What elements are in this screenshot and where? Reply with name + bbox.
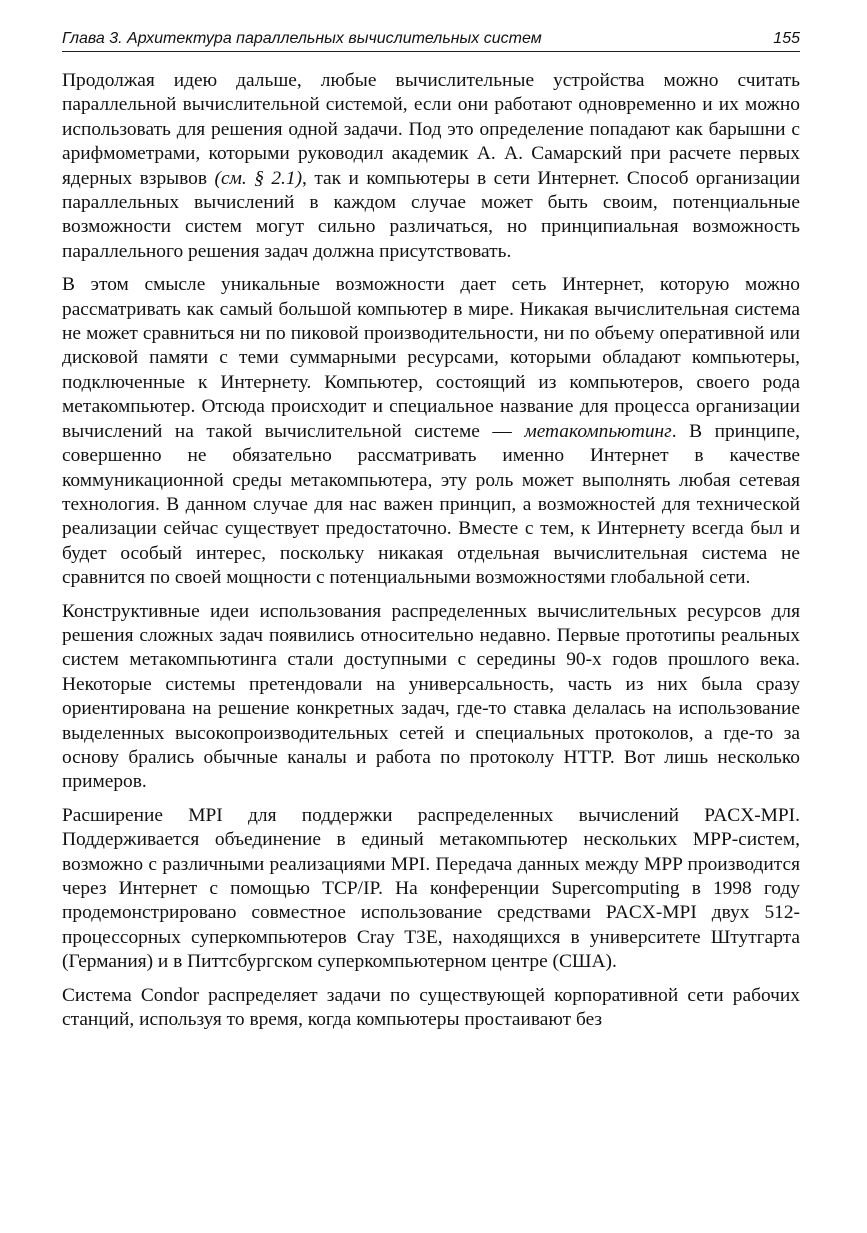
running-header [62,30,800,52]
paragraph-2 [62,273,800,590]
paragraph-2-text-b: . В принципе, совершенно не обязательно рассматривать именно Интернет в качестве коммуникационной среды метакомпьютера, эту роль может выполнять любая сетевая технология. В данном случае для нас важен принцип, а возможностей для технической реализации сейчас существует предостаточно. Вместе с тем, к Интернету всегда был и будет особый интерес, поскольку никакая отдельная вычислительная система не сравнится по своей мощности с потенциальными возможностями глобальной сети. [62,420,800,589]
paragraph-2-text-a: В этом смысле уникальные возможности дает сеть Интернет, которую можно рассматривать как самый большой компьютер в мире. Никакая вычислительная система не может сравниться ни по пиковой производительности, ни по объему оперативной или дисковой памяти с теми суммарными ресурсами, которыми обладают компьютеры, подключенные к Интернету. Компьютер, состоящий из компьютеров, своего рода метакомпьютер. Отсюда происходит и специальное название для процесса организации вычислений на такой вычислительной системе — [62,274,800,442]
page-number: 155 [773,30,800,47]
paragraph-3: Конструктивные идеи использования распределенных вычислительных ресурсов для решения сложных задач появились относительно недавно. Первые прототипы реальных систем метакомпьютинга стали доступными с середины 90-х годов прошлого века. Некоторые системы претендовали на универсальность, часть из них была сразу ориентирована на решение конкретных задач, где-то ставка делалась на использование выделенных высокопроизводительных сетей и специальных протоколов, а где-то за основу брались обычные каналы и работа по протоколу HTTP. Вот лишь несколько примеров. [62,600,800,793]
section-reference: (см. § 2.1) [214,167,303,189]
book-page [62,30,800,1032]
paragraph-5: Система Condor распределяет задачи по существующей корпоративной сети рабочих станций, используя то время, когда компьютеры простаивают без [62,984,800,1031]
chapter-title: Глава 3. Архитектура параллельных вычислительных систем [62,30,542,47]
body-text [62,69,800,1032]
paragraph-1 [62,69,800,264]
paragraph-1-text-a: Продолжая идею дальше, любые вычислительные устройства можно считать параллельной вычислительной системой, если они работают одновременно и их можно использовать для решения одной задачи. Под это определение попадают как барышни с арифмометрами, которыми руководил академик А. А. Самарский при расчете первых ядерных взрывов [62,70,800,189]
paragraph-4: Расширение MPI для поддержки распределенных вычислений PACX-MPI. Поддерживается объединение в единый метакомпьютер нескольких MPP-систем, возможно с различными реализациями MPI. Передача данных между MPP производится через Интернет с помощью TCP/IP. На конференции Supercomputing в 1998 году продемонстрировано совместное использование средствами PACX-MPI двух 512-процессорных суперкомпьютеров Cray T3E, находящихся в университете Штутгарта (Германия) и в Питтсбургском суперкомпьютерном центре (США). [62,804,800,973]
term-metacomputing: метакомпьютинг [524,420,672,442]
paragraph-1-text-b: , так и компьютеры в сети Интернет. Способ организации параллельных вычислений в каждом случае может быть своим, потенциальные возможности систем могут сильно различаться, но принципиальная возможность параллельного решения задач должна присутствовать. [62,167,801,262]
